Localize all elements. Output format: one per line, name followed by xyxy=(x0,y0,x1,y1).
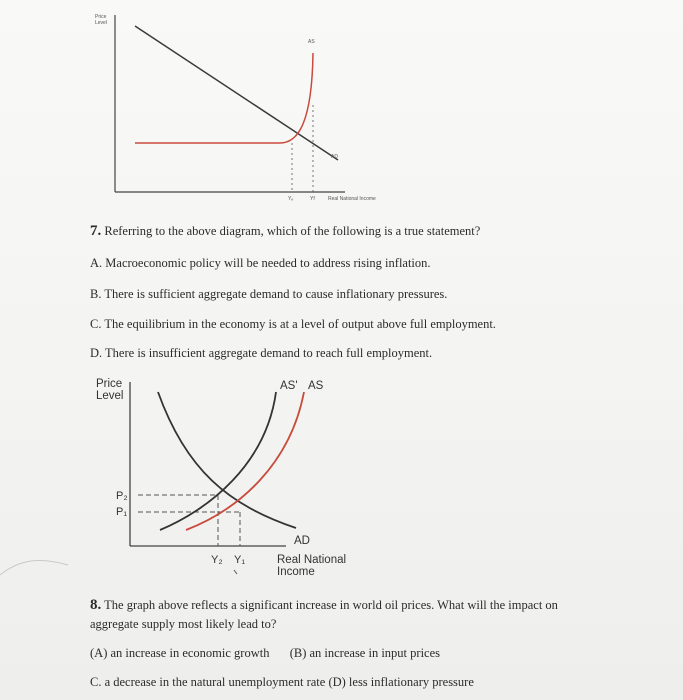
diagram1-x-tick-ye: Yₑ xyxy=(288,196,294,202)
diagram2-y-label-1: Price xyxy=(96,378,123,390)
diagram1-as-curve xyxy=(135,53,313,143)
diagram2-x-label-2: Income xyxy=(277,566,315,578)
question7-number: 7. xyxy=(90,223,102,239)
diagram2-ad-label: AD xyxy=(294,535,310,547)
question8-prompt-line2: aggregate supply most likely lead to? xyxy=(90,617,277,631)
diagram1-y-label-2: Level xyxy=(95,20,107,26)
diagram2-y-label-2: Level xyxy=(96,390,124,402)
question7-prompt: Referring to the above diagram, which of the following is a true statement? xyxy=(104,224,481,238)
diagram2-pen-mark xyxy=(234,570,237,574)
diagram2-as-label: AS xyxy=(308,380,324,392)
diagram-supply-shift xyxy=(88,370,388,585)
diagram2-x-label-1: Real National xyxy=(277,554,347,566)
question7-option-b: B. There is sufficient aggregate demand to cause inflationary pressures. xyxy=(90,287,448,301)
diagram2-as-prime-label: AS' xyxy=(280,380,298,392)
question7-stem xyxy=(90,223,480,240)
question7-option-a: A. Macroeconomic policy will be needed to address rising inflation. xyxy=(90,256,431,270)
diagram2-as-prime-curve xyxy=(160,392,276,530)
diagram2-p1-label: P₁ xyxy=(116,506,128,518)
diagram2-y2-label: Y₂ xyxy=(211,554,223,566)
diagram1-y-label-1: Price xyxy=(95,14,107,20)
question7-option-d: D. There is insufficient aggregate demand to reach full employment. xyxy=(90,346,433,360)
diagram2-y1-label: Y₁ xyxy=(234,554,246,566)
question8-stem-line1 xyxy=(90,597,558,614)
question8-prompt-line1: The graph above reflects a significant increase in world oil prices. What will the impact on xyxy=(104,598,558,612)
diagram-ad-as-keynesian xyxy=(80,5,410,215)
question8-options-line2: C. a decrease in the natural unemployment rate (D) less inflationary pressure xyxy=(90,675,474,689)
diagram1-ad-curve xyxy=(135,26,338,160)
question8-option-b: (B) an increase in input prices xyxy=(289,646,440,660)
diagram2-as-curve xyxy=(186,392,304,530)
diagram1-ad-label: AD xyxy=(331,154,338,160)
question8-number: 8. xyxy=(90,597,102,613)
question8-option-a: (A) an increase in economic growth xyxy=(90,646,270,660)
diagram1-x-axis-label: Real National Income xyxy=(328,196,376,202)
diagram1-as-label: AS xyxy=(308,39,315,45)
question8-options-line1 xyxy=(90,646,440,661)
diagram1-x-tick-yf: Yf xyxy=(310,196,315,202)
diagram2-p2-label: P₂ xyxy=(116,490,128,502)
question7-option-c: C. The equilibrium in the economy is at a level of output above full employment. xyxy=(90,317,496,331)
page-edge-curl xyxy=(0,545,70,585)
